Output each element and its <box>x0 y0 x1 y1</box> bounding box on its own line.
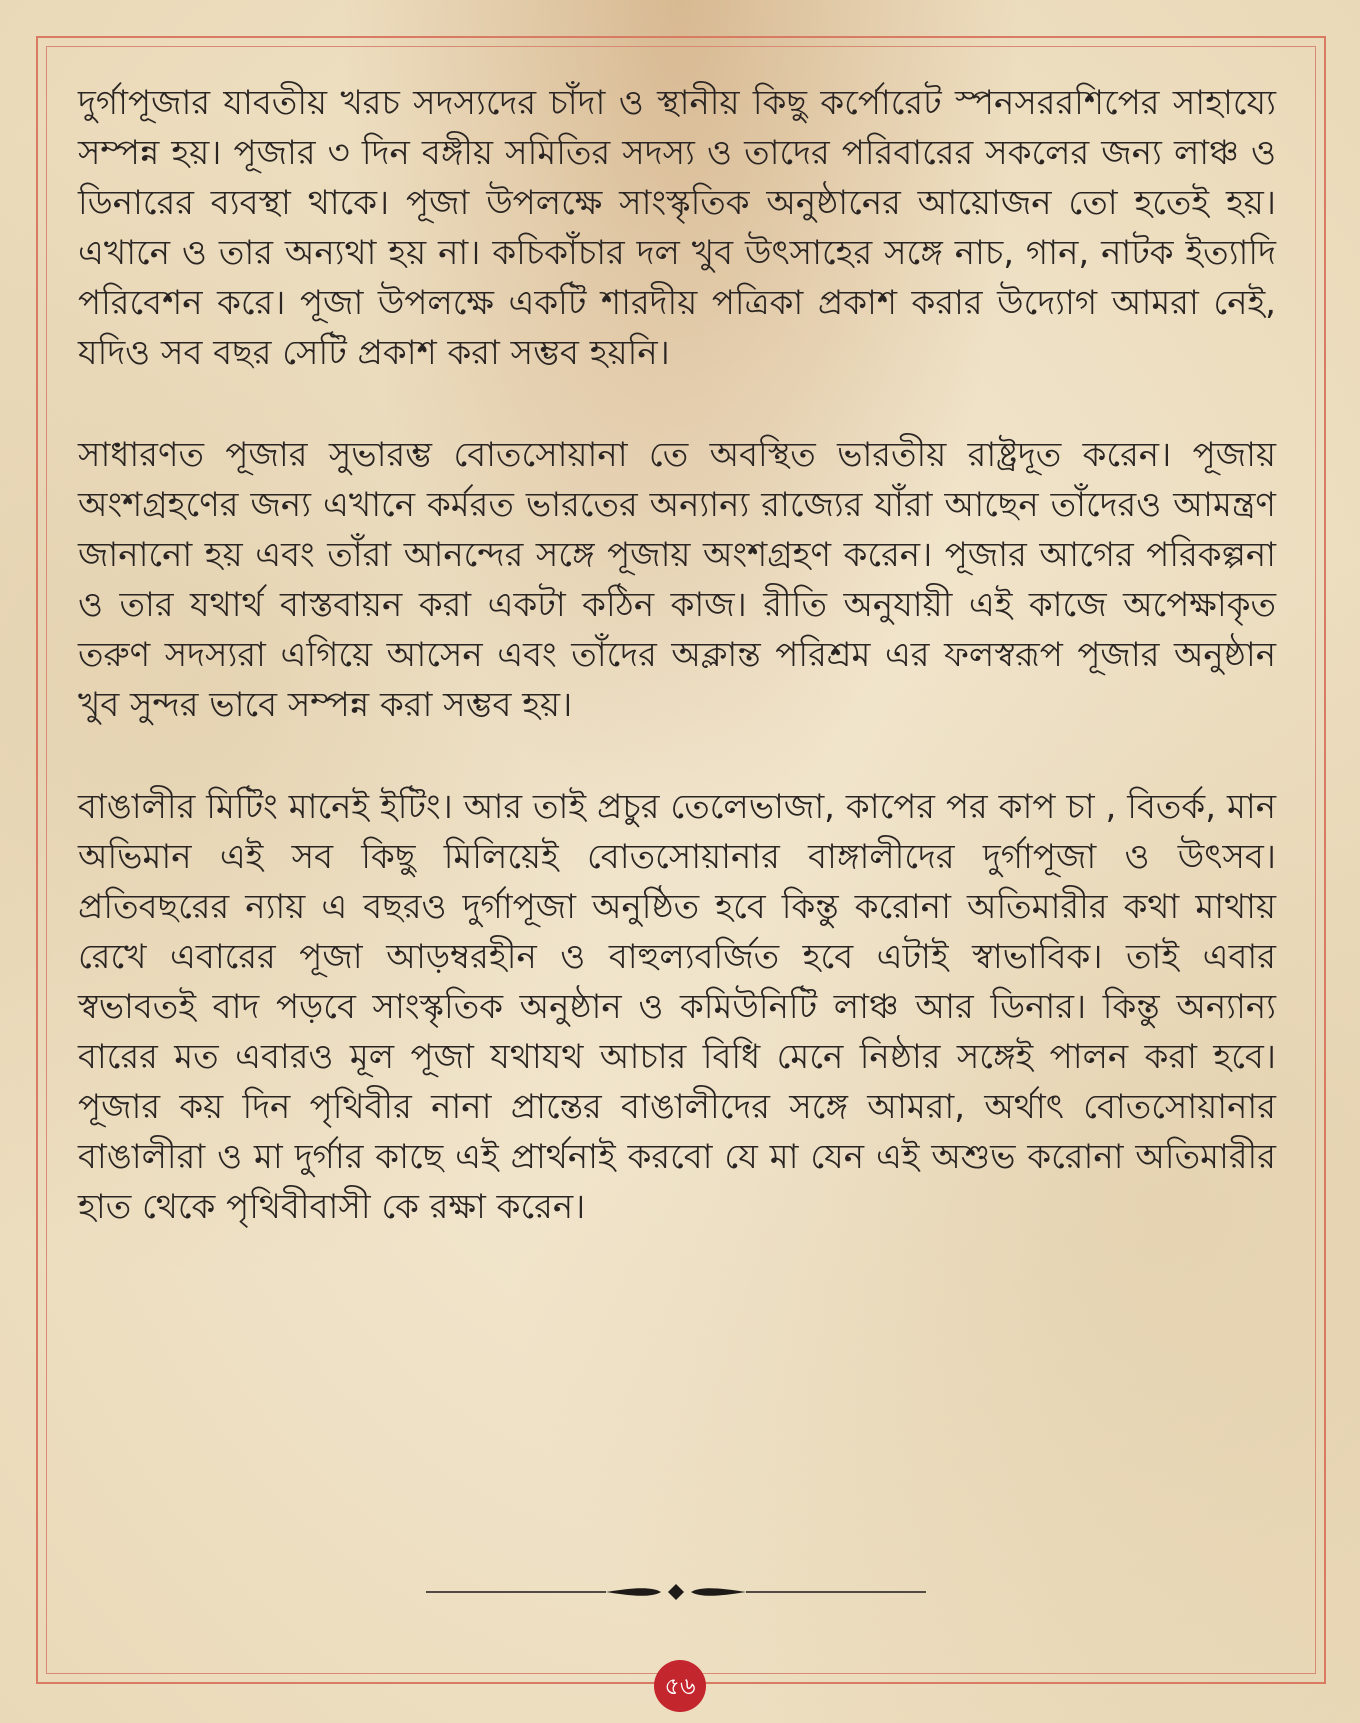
article-body <box>78 78 1276 1284</box>
article-paragraph-3: বাঙালীর মিটিং মানেই ইটিং। আর তাই প্রচুর তেলেভাজা, কাপের পর কাপ চা , বিতর্ক, মান অভিমান এই সব কিছু মিলিয়েই বোতসোয়ানার বাঙ্গালীদের দুর্গাপূজা ও উৎসব। প্রতিবছরের ন্যায় এ বছরও দুর্গাপূজা অনুষ্ঠিত হবে কিন্তু করোনা অতিমারীর কথা মাথায় রেখে এবারের পূজা আড়ম্বরহীন ও বাহুল্যবর্জিত হবে এটাই স্বাভাবিক। তাই এবার স্বভাবতই বাদ পড়বে সাংস্কৃতিক অনুষ্ঠান ও কমিউনিটি লাঞ্চ আর ডিনার। কিন্তু অন্যান্য বারের মত এবারও মূল পূজা যথাযথ আচার বিধি মেনে নিষ্ঠার সঙ্গেই পালন করা হবে। পূজার কয় দিন পৃথিবীর নানা প্রান্তের বাঙালীদের সঙ্গে আমরা, অর্থাৎ বোতসোয়ানার বাঙালীরা ও মা দুর্গার কাছে এই প্রার্থনাই করবো যে মা যেন এই অশুভ করোনা অতিমারীর হাত থেকে পৃথিবীবাসী কে রক্ষা করেন। <box>78 787 1276 1227</box>
article-paragraph-1: দুর্গাপূজার যাবতীয় খরচ সদস্যদের চাঁদা ও স্থানীয় কিছু কর্পোরেট স্পনসররশিপের সাহায্যে সম্পন্ন হয়। পূজার ৩ দিন বঙ্গীয় সমিতির সদস্য ও তাদের পরিবারের সকলের জন্য লাঞ্চ ও ডিনারের ব্যবস্থা থাকে। পূজা উপলক্ষে সাংস্কৃতিক অনুষ্ঠানের আয়োজন তো হতেই হয়। এখানে ও তার অন্যথা হয় না। কচিকাঁচার দল খুব উৎসাহের সঙ্গে নাচ, গান, নাটক ইত্যাদি পরিবেশন করে। পূজা উপলক্ষে একটি শারদীয় পত্রিকা প্রকাশ করার উদ্যোগ আমরা নেই, যদিও সব বছর সেটি প্রকাশ করা সম্ভব হয়নি। <box>78 83 1276 373</box>
article-paragraph-2: সাধারণত পূজার সুভারম্ভ বোতসোয়ানা তে অবস্থিত ভারতীয় রাষ্ট্রদূত করেন। পূজায় অংশগ্রহণের জন্য এখানে কর্মরত ভারতের অন্যান্য রাজ্যের যাঁরা আছেন তাঁদেরও আমন্ত্রণ জানানো হয় এবং তাঁরা আনন্দের সঙ্গে পূজায় অংশগ্রহণ করেন। পূজার আগের পরিকল্পনা ও তার যথার্থ বাস্তবায়ন করা একটা কঠিন কাজ। রীতি অনুযায়ী এই কাজে অপেক্ষাকৃত তরুণ সদস্যরা এগিয়ে আসেন এবং তাঁদের অক্লান্ত পরিশ্রম এর ফলস্বরূপ পূজার অনুষ্ঠান খুব সুন্দর ভাবে সম্পন্ন করা সম্ভব হয়। <box>78 435 1276 725</box>
page-number-badge: ৫৬ <box>654 1660 706 1712</box>
ornamental-divider-icon <box>426 1580 926 1604</box>
